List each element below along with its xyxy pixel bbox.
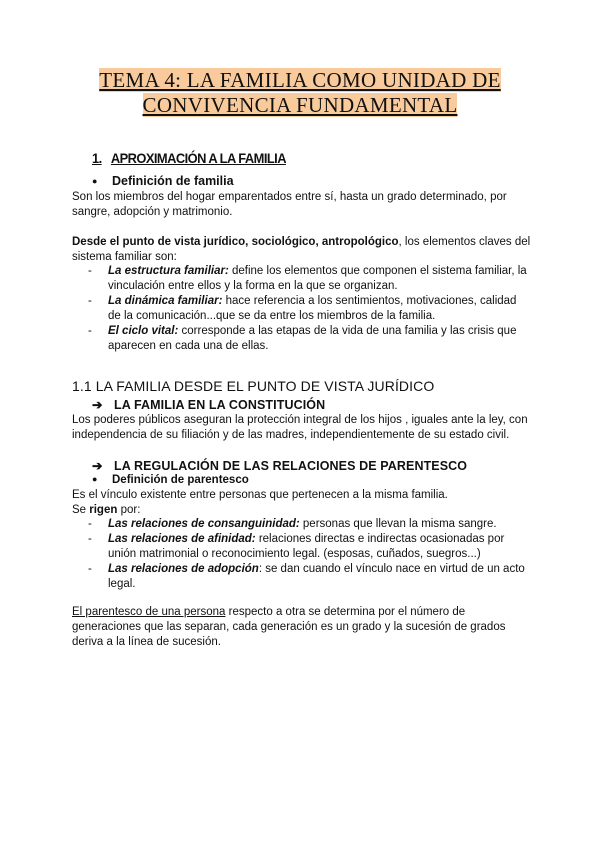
list-dash: - [88, 295, 92, 307]
arrow-icon: ➔ [92, 398, 103, 412]
definicion-familia-label: Definición de familia [112, 174, 234, 188]
section-1-heading [92, 150, 286, 166]
list-text: hace referencia a los sentimientos, motivaciones, calidad de la comunicación...que se da entre los miembros de la familia. [108, 295, 517, 322]
page-title [70, 68, 530, 118]
definicion-familia-text: Son los miembros del hogar emparentados entre sí, hasta un grado determinado, por sangre, adopción y matrimonio. [72, 191, 507, 218]
viewpoint-rest: , los elementos claves del sistema familiar son: [72, 236, 531, 263]
list-text: relaciones directas e indirectas ocasionadas por unión matrimonial o reconocimiento legal. (esposas, cuñados, suegros...) [108, 533, 505, 560]
section-1-heading-text: APROXIMACIÓN A LA FAMILIA [110, 150, 286, 166]
list-dash: - [88, 518, 92, 530]
rigen-pre: Se [72, 504, 90, 516]
list-term: La dinámica familiar: [108, 295, 223, 307]
constitucion-heading [92, 397, 325, 412]
closing-paragraph [72, 605, 532, 650]
list-term: Las relaciones de afinidad: [108, 533, 256, 545]
list-text: personas que llevan la misma sangre. [299, 518, 497, 530]
list-dash: - [88, 533, 92, 545]
title-line-1: TEMA 4: LA FAMILIA COMO UNIDAD DE [99, 68, 501, 92]
list-dash: - [88, 265, 92, 277]
viewpoint-paragraph [72, 235, 532, 265]
section-1-number: 1. [92, 150, 102, 166]
constitucion-text: Los poderes públicos aseguran la protección integral de los hijos , iguales ante la ley, con independencia de su filiación y de las madres, independientemente de su estado civil. [72, 414, 528, 441]
list-item [88, 294, 528, 324]
section-1-1-heading: 1.1 LA FAMILIA DESDE EL PUNTO DE VISTA JURÍDICO [72, 378, 435, 394]
bullet-dot: ● [92, 176, 98, 186]
list-text: corresponde a las etapas de la vida de una familia y las crisis que aparecen en cada una de ellas. [108, 325, 517, 352]
list-item [88, 532, 528, 562]
arrow-icon: ➔ [92, 459, 103, 473]
rigen-bold: rigen [89, 504, 118, 516]
bullet-dot: ● [92, 474, 98, 484]
family-elements-list [88, 264, 528, 354]
list-term: Las relaciones de consanguinidad: [108, 518, 300, 530]
list-item [88, 324, 528, 354]
list-item [88, 264, 528, 294]
list-text: define los elementos que componen el sistema familiar, la vinculación entre ellos y la forma en la que se organizan. [108, 265, 527, 292]
title-line-2: CONVIVENCIA FUNDAMENTAL [142, 93, 458, 117]
rigen-post: por: [117, 504, 141, 516]
relations-list [88, 517, 528, 592]
parentesco-text: Es el vínculo existente entre personas que pertenecen a la misma familia. [72, 489, 448, 501]
list-text: : se dan cuando el vínculo nace en virtud de un acto legal. [108, 563, 525, 590]
list-term: El ciclo vital: [108, 325, 179, 337]
regulacion-heading [92, 458, 467, 473]
definicion-parentesco-bullet [92, 474, 249, 486]
regulacion-heading-text: LA REGULACIÓN DE LAS RELACIONES DE PARENTESCO [114, 459, 468, 473]
closing-rest: respecto a otra se determina por el número de generaciones que las separan, cada generación es un grado y la sucesión de grados deriva a la línea de sucesión. [72, 606, 506, 648]
rigen-line [72, 503, 532, 518]
closing-underlined: El parentesco de una persona [72, 606, 226, 618]
list-item [88, 562, 528, 592]
list-term: Las relaciones de adopción [108, 563, 259, 575]
list-item [88, 517, 528, 532]
list-dash: - [88, 325, 92, 337]
list-term: La estructura familiar: [108, 265, 229, 277]
definicion-parentesco-label: Definición de parentesco [112, 474, 249, 486]
constitucion-heading-text: LA FAMILIA EN LA CONSTITUCIÓN [114, 398, 326, 412]
list-dash: - [88, 563, 92, 575]
viewpoint-bold: Desde el punto de vista jurídico, sociológico, antropológico [72, 236, 399, 248]
definicion-familia-bullet [92, 174, 234, 188]
